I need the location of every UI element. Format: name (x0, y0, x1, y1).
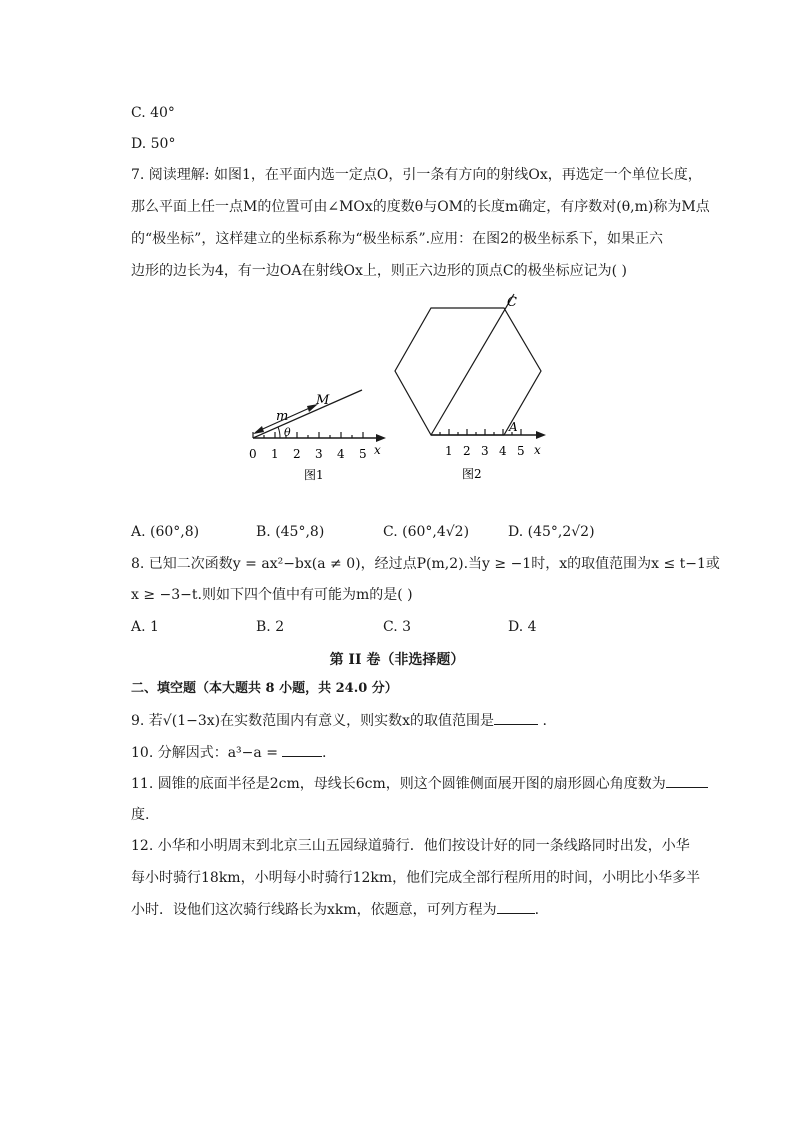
fig2-tick-label: 4 (499, 444, 507, 458)
q7-option-b: B. (45°,8) (256, 524, 325, 540)
q7-option-a: A. (60°,8) (131, 524, 200, 540)
q7-line-3: 的“极坐标”，这样建立的坐标系称为“极坐标系”.应用：在图2的极坐标系下，如果正六 (131, 231, 663, 247)
fig1-tick-label: 1 (271, 447, 279, 461)
fig2-tick-label: 5 (517, 444, 525, 458)
fig1-m-arrowhead (253, 426, 264, 434)
q12-text: 小时．设他们这次骑行线路长为xkm，依题意，可列方程为 (131, 902, 497, 918)
fig1-tick-label: 4 (337, 447, 345, 461)
q12-line-2: 每小时骑行18km，小明每小时骑行12km，他们完成全部行程所用的时间，小明比小华多半 (131, 870, 701, 886)
figure-1 (240, 380, 400, 490)
q7-line-4: 边形的边长为4，有一边OA在射线Ox上，则正六边形的顶点C的极坐标应记为( ) (131, 263, 627, 279)
fig2-tick-label: 2 (463, 444, 471, 458)
q8-line-1: 8. 已知二次函数y = ax²−bx(a ≠ 0)，经过点P(m,2).当y ≥ −1时，x的取值范围为x ≤ t−1或 (131, 556, 720, 572)
q9-text: 9. 若√(1−3x)在实数范围内有意义，则实数x的取值范围是 (131, 713, 494, 729)
q10-line (131, 742, 326, 763)
fig1-theta-label: θ (284, 426, 291, 439)
q7-line-2: 那么平面上任一点M的位置可由∠MOx的度数θ与OM的长度m确定，有序数对(θ,m)称为M点 (131, 199, 710, 215)
q8-option-a: A. 1 (131, 619, 159, 635)
section-heading: 二、填空题（本大题共 8 小题，共 24.0 分） (131, 681, 398, 696)
fig2-x-label: x (534, 443, 541, 457)
q12-line-1: 12. 小华和小明周末到北京三山五园绿道骑行．他们按设计好的同一条线路同时出发，小华 (131, 838, 690, 854)
q7-option-d: D. (45°,2√2) (508, 524, 595, 540)
q7-option-c: C. (60°,4√2) (383, 524, 470, 540)
q9-end: . (538, 713, 547, 729)
option-d-prev: D. 50° (131, 136, 176, 152)
q8-option-d: D. 4 (508, 619, 537, 635)
option-c-prev: C. 40° (131, 105, 175, 121)
fig1-m-label: m (276, 409, 289, 424)
q12-end: . (534, 902, 540, 918)
fig1-tick-label: 2 (293, 447, 301, 461)
fig1-M-label: M (316, 393, 330, 408)
section-title: 第 II 卷（非选择题） (329, 652, 465, 668)
q10-text: 10. 分解因式：a³−a = (131, 745, 278, 761)
q7-line-1: 7. 阅读理解: 如图1，在平面内选一定点O，引一条有方向的射线Ox，再选定一个单位长度， (131, 167, 702, 183)
fig1-x-label: x (374, 443, 381, 457)
q9-answer-blank (494, 710, 538, 725)
q11-line-1 (131, 773, 708, 794)
q12-line-3 (131, 899, 539, 920)
fig2-A-label: A (509, 420, 518, 434)
fig2-tick-label: 1 (445, 444, 453, 458)
figure-2 (390, 288, 560, 488)
fig1-ray (253, 390, 362, 438)
q11-line-2: 度. (131, 807, 150, 823)
fig1-tick-label: 0 (249, 447, 257, 461)
q9-line (131, 710, 547, 731)
fig2-axis-arrow (536, 431, 546, 439)
fig2-caption: 图2 (462, 467, 482, 481)
fig1-tick-label: 3 (315, 447, 323, 461)
fig1-tick-label: 5 (359, 447, 367, 461)
fig1-angle-arc (278, 427, 280, 438)
q11-text: 11. 圆锥的底面半径是2cm，母线长6cm，则这个圆锥侧面展开图的扇形圆心角度数为 (131, 776, 666, 792)
fig2-C-label: C (507, 295, 517, 310)
fig1-caption: 图1 (304, 468, 324, 482)
q8-option-c: C. 3 (383, 619, 412, 635)
q8-line-2: x ≥ −3−t.则如下四个值中有可能为m的是( ) (131, 587, 413, 603)
fig2-ray-oc (431, 294, 514, 435)
q12-answer-blank (497, 899, 535, 914)
fig1-axis-arrow (376, 434, 386, 442)
q11-answer-blank (666, 773, 708, 788)
fig2-tick-label: 3 (481, 444, 489, 458)
q10-end: . (321, 745, 327, 761)
q10-answer-blank (282, 742, 322, 757)
q8-option-b: B. 2 (256, 619, 285, 635)
